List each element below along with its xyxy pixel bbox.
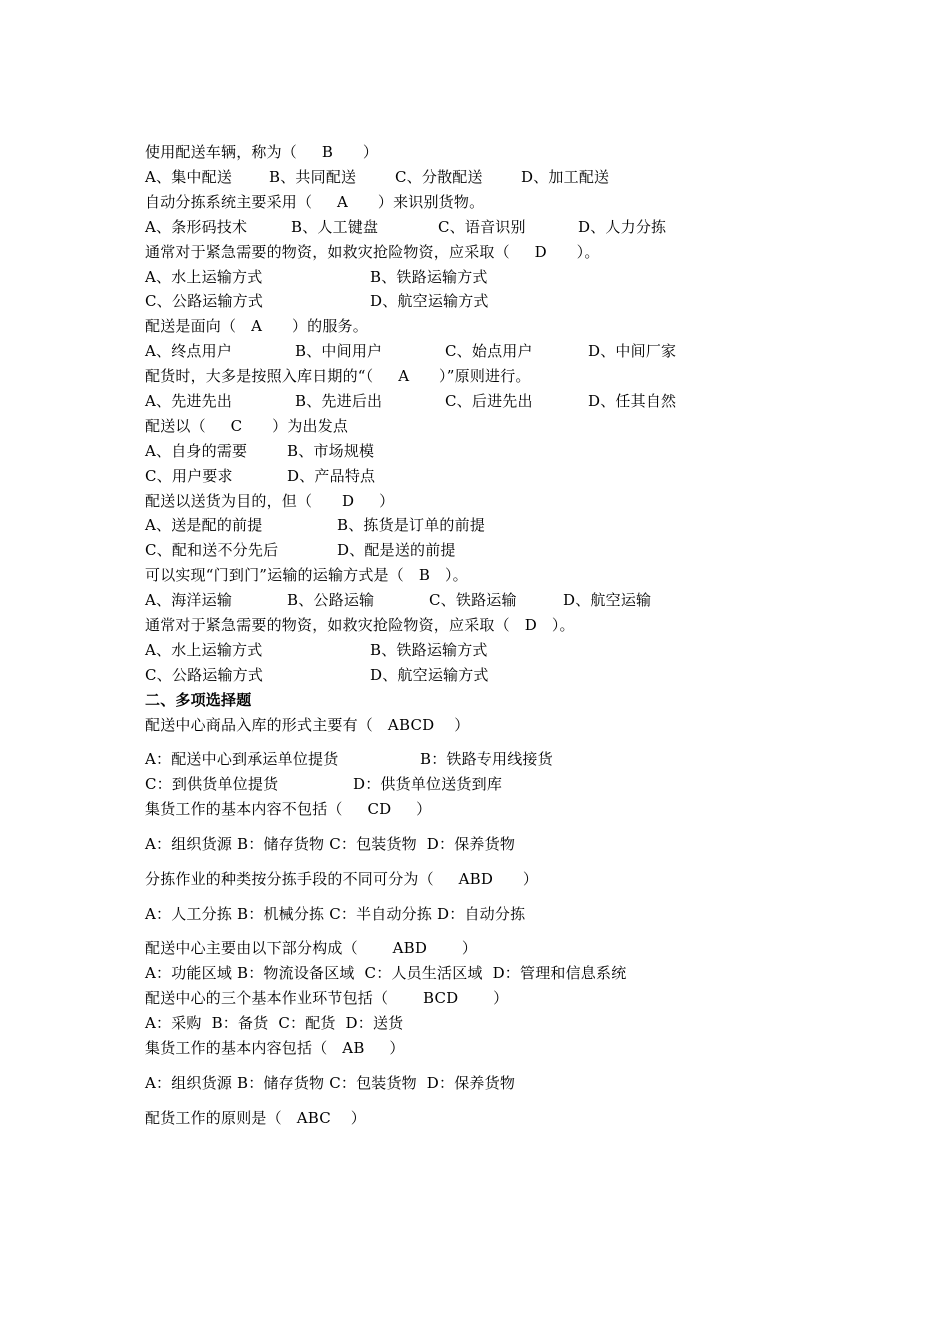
- option-text: C：到供货单位提货: [145, 775, 279, 793]
- question-text: A：采购 B：备货 C：配货 D：送货: [145, 1014, 404, 1032]
- option-row: [145, 515, 865, 535]
- option-text: A、海洋运输: [145, 591, 233, 609]
- option-text: D、人力分拣: [578, 218, 667, 236]
- option-text: B：铁路专用线接货: [420, 750, 553, 768]
- option-text: B、人工键盘: [291, 218, 379, 236]
- option-row: [145, 774, 865, 794]
- option-text: D、加工配送: [521, 168, 610, 186]
- option-text: B、共同配送: [269, 168, 357, 186]
- option-text: D、任其自然: [588, 392, 677, 410]
- option-row: [145, 167, 865, 187]
- option-text: C、语音识别: [438, 218, 526, 236]
- question-text: A：功能区域 B：物流设备区域 C：人员生活区域 D：管理和信息系统: [145, 964, 627, 982]
- question-text: 配货工作的原则是（ ABC ）: [145, 1109, 366, 1127]
- question-text: 配货时，大多是按照入库日期的“（ A ）”原则进行。: [145, 367, 531, 385]
- option-row: [145, 466, 865, 486]
- option-text: B、拣货是订单的前提: [337, 516, 486, 534]
- option-text: C、配和送不分先后: [145, 541, 279, 559]
- option-row: [145, 341, 865, 361]
- option-text: B、先进后出: [295, 392, 383, 410]
- question-text: 通常对于紧急需要的物资，如救灾抢险物资，应采取（ D ）。: [145, 616, 575, 634]
- question-text: 配送是面向（ A ）的服务。: [145, 317, 368, 335]
- option-text: D、产品特点: [287, 467, 376, 485]
- option-row: [145, 391, 865, 411]
- question-text: A：人工分拣 B：机械分拣 C：半自动分拣 D：自动分拣: [145, 905, 526, 923]
- option-text: C、铁路运输: [429, 591, 517, 609]
- option-row: [145, 267, 865, 287]
- option-text: C、公路运输方式: [145, 666, 264, 684]
- option-row: [145, 590, 865, 610]
- option-row: [145, 665, 865, 685]
- question-text: 集货工作的基本内容不包括（ CD ）: [145, 800, 432, 818]
- option-text: A、先进先出: [145, 392, 233, 410]
- option-row: [145, 640, 865, 660]
- option-text: D、中间厂家: [588, 342, 677, 360]
- section-heading: 二、多项选择题: [145, 691, 252, 709]
- option-row: [145, 540, 865, 560]
- option-text: D、航空运输方式: [370, 666, 489, 684]
- option-text: A、水上运输方式: [145, 641, 263, 659]
- option-text: A、集中配送: [145, 168, 233, 186]
- question-text: 配送中心的三个基本作业环节包括（ BCD ）: [145, 989, 509, 1007]
- option-text: C、分散配送: [395, 168, 483, 186]
- option-text: D、航空运输方式: [370, 292, 489, 310]
- option-text: B、铁路运输方式: [370, 268, 488, 286]
- question-text: 分拣作业的种类按分拣手段的不同可分为（ ABD ）: [145, 870, 539, 888]
- option-text: B、市场规模: [287, 442, 375, 460]
- option-text: D、航空运输: [563, 591, 652, 609]
- option-text: C、公路运输方式: [145, 292, 264, 310]
- option-text: A：配送中心到承运单位提货: [145, 750, 339, 768]
- option-row: [145, 291, 865, 311]
- option-row: [145, 441, 865, 461]
- question-text: A：组织货源 B：储存货物 C：包装货物 D：保养货物: [145, 1074, 516, 1092]
- option-text: A、条形码技术: [145, 218, 248, 236]
- option-row: [145, 217, 865, 237]
- option-text: B、中间用户: [295, 342, 383, 360]
- question-text: 自动分拣系统主要采用（ A ）来识别货物。: [145, 193, 485, 211]
- option-text: B、公路运输: [287, 591, 375, 609]
- question-text: 配送以送货为目的，但（ D ）: [145, 492, 395, 510]
- question-text: 配送中心主要由以下部分构成（ ABD ）: [145, 939, 478, 957]
- option-text: D：供货单位送货到库: [353, 775, 503, 793]
- option-text: C、始点用户: [445, 342, 533, 360]
- question-text: 使用配送车辆，称为（ B ）: [145, 143, 379, 161]
- option-row: [145, 749, 865, 769]
- question-text: 集货工作的基本内容包括（ AB ）: [145, 1039, 405, 1057]
- option-text: A、水上运输方式: [145, 268, 263, 286]
- question-text: 通常对于紧急需要的物资，如救灾抢险物资，应采取（ D ）。: [145, 243, 600, 261]
- question-text: 配送以（ C ）为出发点: [145, 417, 349, 435]
- question-text: A：组织货源 B：储存货物 C：包装货物 D：保养货物: [145, 835, 516, 853]
- question-text: 可以实现“门到门”运输的运输方式是（ B ）。: [145, 566, 468, 584]
- option-text: A、送是配的前提: [145, 516, 263, 534]
- option-text: D、配是送的前提: [337, 541, 456, 559]
- option-text: B、铁路运输方式: [370, 641, 488, 659]
- option-text: C、用户要求: [145, 467, 233, 485]
- question-text: 配送中心商品入库的形式主要有（ ABCD ）: [145, 716, 470, 734]
- option-text: A、自身的需要: [145, 442, 248, 460]
- option-text: A、终点用户: [145, 342, 233, 360]
- option-text: C、后进先出: [445, 392, 533, 410]
